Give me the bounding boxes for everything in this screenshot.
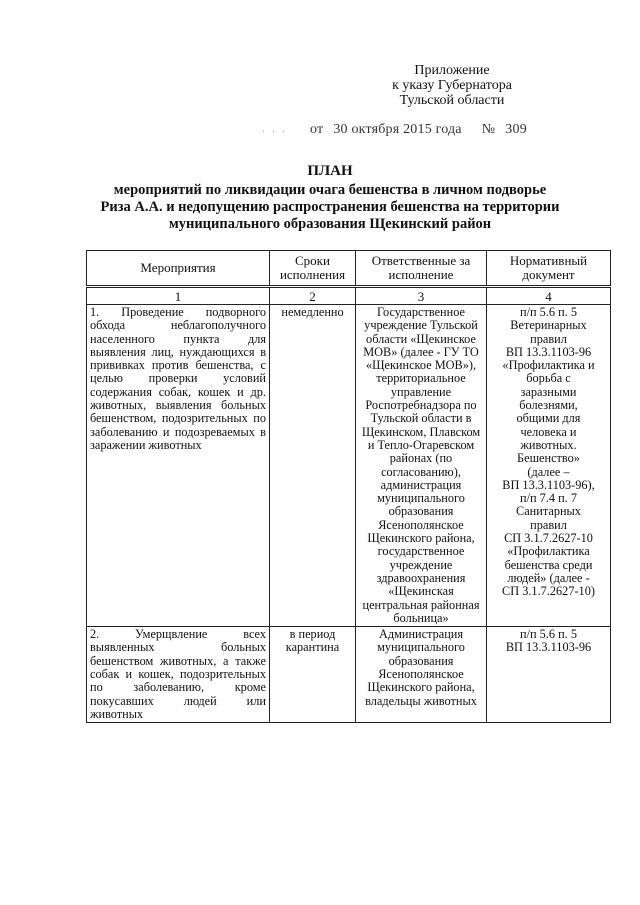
header-normative: Нормативный документ <box>487 251 611 287</box>
appendix-line-1: Приложение <box>414 63 490 78</box>
row-1-normative: п/п 5.6 п. 5 Ветеринарных правил ВП 13.3.1103-96 «Профилактика и борьба с заразными болезнями, общими для человека и животных. Бешенство» (далее – ВП 13.3.1103-96), п/п 7.4 п. 7 Санитарных правил СП 3.1.7.2627-10 «Профилактика бешенства среди людей» (далее - СП 3.1.7.2627-10) <box>487 305 611 627</box>
header-activities: Мероприятия <box>87 251 270 287</box>
row-1-activity: 1. Проведение подворного обхода неблагополучного населенного пункта для выявления лиц, нуждающихся в прививках против бешенства, с целью проверки условий содержания собак, кошек и др. животных, выявления больных бешенством, подозрительных по заболеванию и подозреваемых в заражении животных <box>87 305 270 627</box>
row-2-normative: п/п 5.6 п. 5 ВП 13.3.1103-96 <box>487 627 611 723</box>
plan-table <box>86 250 611 723</box>
number-prefix: № <box>481 122 496 137</box>
decree-date: 30 октября 2015 года <box>333 122 462 137</box>
row-1-deadline: немедленно <box>270 305 356 627</box>
column-number-1: 1 <box>87 287 270 305</box>
header-responsible: Ответственные за исполнение <box>356 251 487 287</box>
decree-number: 309 <box>505 122 527 137</box>
document-title <box>80 163 580 233</box>
title-line-4: муниципального образования Щекинский район <box>168 216 492 232</box>
row-2-activity: 2. Умерщвление всех выявленных больных бешенством животных, а также собак и кошек, подозрительных по заболеванию, кроме покусавших людей или животных <box>87 627 270 723</box>
appendix-line-3: Тульской области <box>399 93 505 108</box>
title-plan: ПЛАН <box>307 163 353 179</box>
faded-marks: · · · <box>262 127 287 138</box>
appendix-line-2: к указу Губернатора <box>392 78 512 93</box>
appendix-block <box>372 63 532 108</box>
row-2-responsible: Администрация муниципального образования Ясенополянское Щекинского района, владельцы животных <box>356 627 487 723</box>
column-number-3: 3 <box>356 287 487 305</box>
table-header-row <box>87 251 611 287</box>
column-number-2: 2 <box>270 287 356 305</box>
table-row <box>87 627 611 723</box>
row-2-deadline: в период карантина <box>270 627 356 723</box>
column-number-4: 4 <box>487 287 611 305</box>
row-1-responsible: Государственное учреждение Тульской области «Щекинское МОВ» (далее - ГУ ТО «Щекинское МОВ»), территориальное управление Роспотребнадзора по Тульской области в Щекинском, Плавском и Тепло-Огаревском районах (по согласованию), администрация муниципального образования Ясенополянское Щекинского района, государственное учреждение здравоохранения «Щекинская центральная районная больница» <box>356 305 487 627</box>
title-line-2: мероприятий по ликвидации очага бешенства в личном подворье <box>113 182 547 198</box>
decree-dateline <box>310 122 600 138</box>
table-row <box>87 305 611 627</box>
column-number-row <box>87 287 611 305</box>
title-line-3: Риза А.А. и недопущению распространения бешенства на территории <box>100 199 560 215</box>
date-prefix: от <box>310 122 324 137</box>
header-deadline: Сроки исполнения <box>270 251 356 287</box>
